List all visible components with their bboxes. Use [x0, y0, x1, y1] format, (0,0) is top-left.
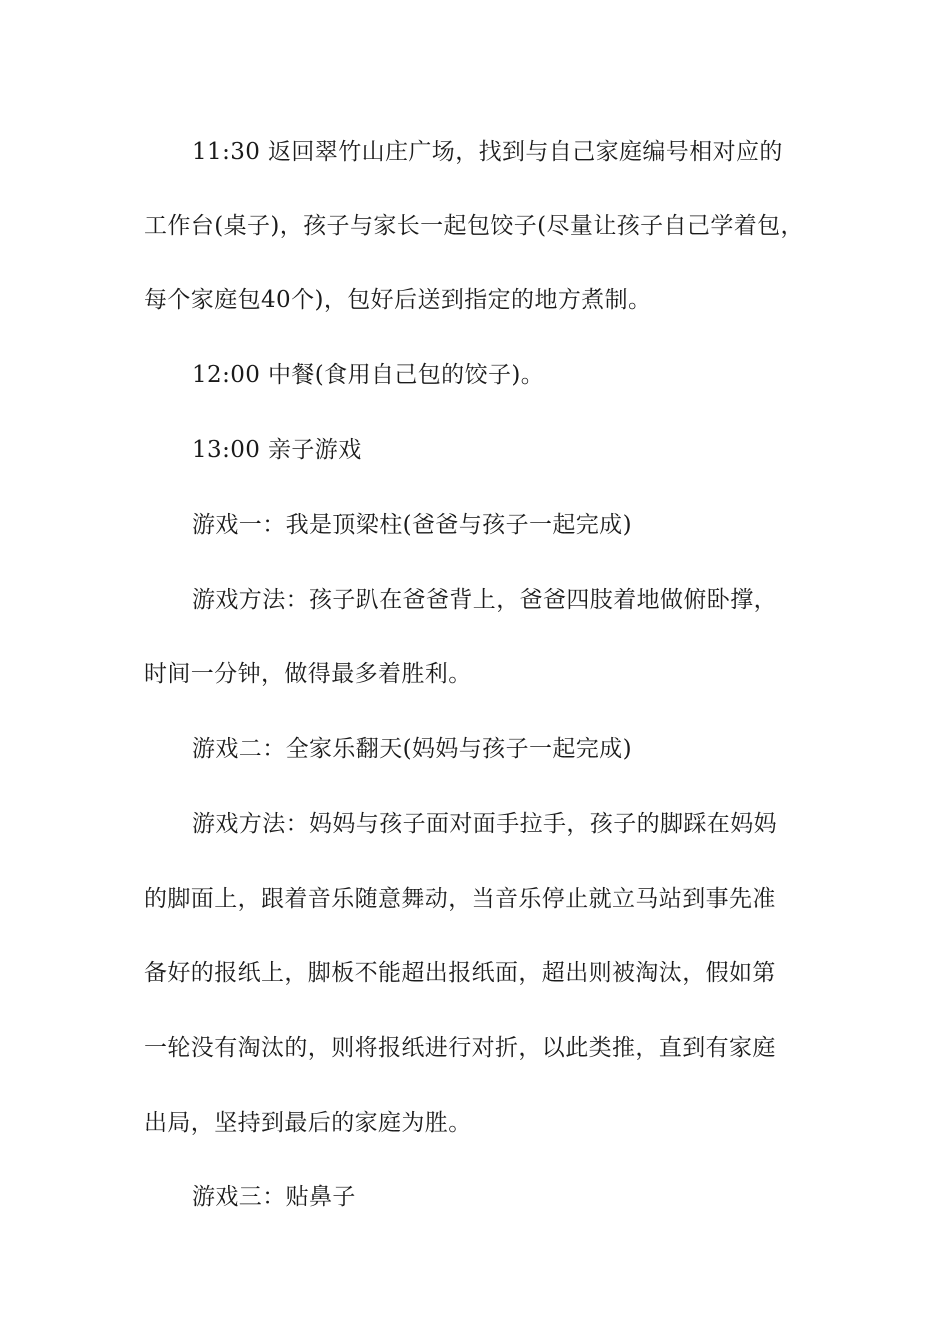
- paragraph-line: 时间一分钟，做得最多着胜利。: [144, 661, 472, 687]
- paragraph-line: 游戏方法：妈妈与孩子面对面手拉手，孩子的脚踩在妈妈: [192, 811, 777, 837]
- paragraph-line: 出局，坚持到最后的家庭为胜。: [144, 1110, 472, 1136]
- paragraph-line: 一轮没有淘汰的，则将报纸进行对折，以此类推，直到有家庭: [144, 1035, 776, 1061]
- paragraph-line: 13:00 亲子游戏: [192, 437, 362, 463]
- paragraph-line: 游戏三：贴鼻子: [192, 1184, 356, 1210]
- paragraph-line: 的脚面上，跟着音乐随意舞动，当音乐停止就立马站到事先准: [144, 886, 776, 912]
- paragraph-line: 工作台(桌子)，孩子与家长一起包饺子(尽量让孩子自己学着包，: [144, 213, 804, 239]
- paragraph-line: 12:00 中餐(食用自己包的饺子)。: [192, 362, 545, 388]
- paragraph-line: 游戏二：全家乐翻天(妈妈与孩子一起完成): [192, 736, 632, 762]
- paragraph-line: 11:30 返回翠竹山庄广场，找到与自己家庭编号相对应的: [192, 139, 783, 165]
- paragraph-line: 备好的报纸上，脚板不能超出报纸面，超出则被淘汰，假如第: [144, 960, 776, 986]
- paragraph-line: 游戏方法：孩子趴在爸爸背上，爸爸四肢着地做俯卧撑，: [192, 587, 777, 613]
- paragraph-line: 游戏一：我是顶梁柱(爸爸与孩子一起完成): [192, 512, 632, 538]
- paragraph-line: 每个家庭包40个)，包好后送到指定的地方煮制。: [144, 287, 652, 313]
